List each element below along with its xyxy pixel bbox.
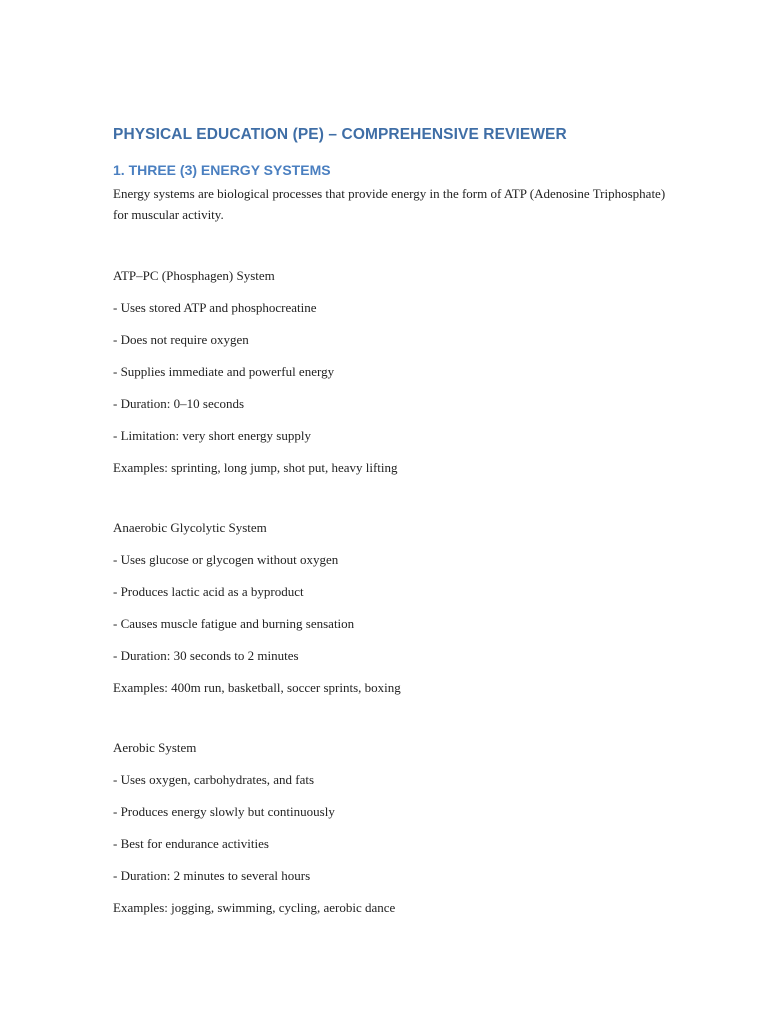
examples-line: Examples: 400m run, basketball, soccer sprints, boxing [113,680,401,695]
list-item: - Produces energy slowly but continuously [113,804,335,819]
list-item: - Causes muscle fatigue and burning sensation [113,616,355,631]
examples-line: Examples: jogging, swimming, cycling, aerobic dance [113,900,396,915]
system-name: Aerobic System [113,740,197,755]
list-item: - Does not require oxygen [113,332,249,347]
energy-system-anaerobic-glycolytic [113,519,768,697]
intro-paragraph: Energy systems are biological processes that provide energy in the form of ATP (Adenosine Triphosphate) for muscular activity. [113,186,666,222]
list-item: - Produces lactic acid as a byproduct [113,584,304,599]
list-item: - Uses stored ATP and phosphocreatine [113,300,317,315]
list-item: - Uses oxygen, carbohydrates, and fats [113,772,315,787]
energy-system-aerobic [113,739,768,917]
list-item: - Best for endurance activities [113,836,269,851]
list-item: - Limitation: very short energy supply [113,428,311,443]
list-item: - Duration: 0–10 seconds [113,396,245,411]
list-item: - Uses glucose or glycogen without oxygen [113,552,339,567]
system-name: ATP–PC (Phosphagen) System [113,268,275,283]
examples-line: Examples: sprinting, long jump, shot put, heavy lifting [113,460,398,475]
list-item: - Duration: 30 seconds to 2 minutes [113,648,299,663]
system-name: Anaerobic Glycolytic System [113,520,267,535]
section-heading: 1. THREE (3) ENERGY SYSTEMS [113,162,331,178]
document-title: PHYSICAL EDUCATION (PE) – COMPREHENSIVE REVIEWER [113,126,567,143]
energy-system-atp-pc [113,267,768,477]
list-item: - Duration: 2 minutes to several hours [113,868,311,883]
list-item: - Supplies immediate and powerful energy [113,364,335,379]
